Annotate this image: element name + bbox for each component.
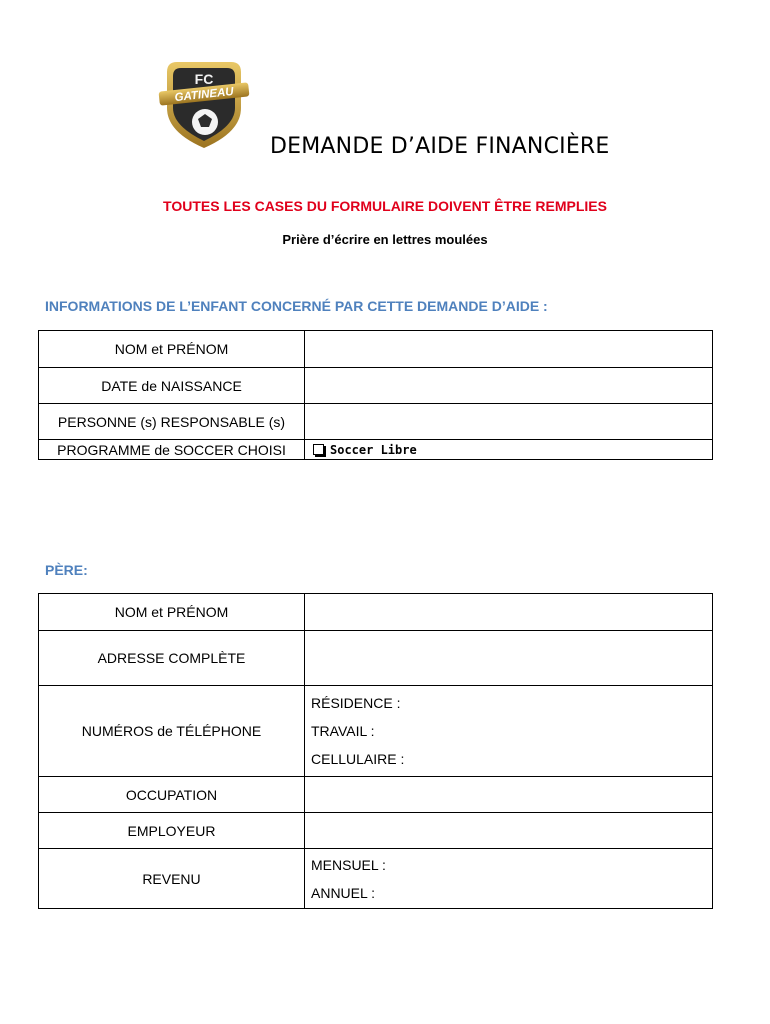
child-birthdate-field[interactable] <box>305 368 713 404</box>
child-info-table <box>38 330 713 460</box>
father-section-heading: PÈRE: <box>45 562 88 578</box>
program-option-label: Soccer Libre <box>330 442 417 457</box>
table-row <box>39 813 713 849</box>
table-row <box>39 777 713 813</box>
child-guardian-field[interactable] <box>305 404 713 440</box>
child-program-field <box>305 440 713 460</box>
father-info-table <box>38 593 713 909</box>
table-row <box>39 849 713 909</box>
phone-residence-field[interactable]: RÉSIDENCE : <box>311 695 401 711</box>
child-name-field[interactable] <box>305 331 713 368</box>
table-row <box>39 331 713 368</box>
table-row <box>39 594 713 631</box>
father-phones-label: NUMÉROS de TÉLÉPHONE <box>39 686 305 777</box>
father-address-field[interactable] <box>305 631 713 686</box>
father-income-label: REVENU <box>39 849 305 909</box>
income-monthly-field[interactable]: MENSUEL : <box>311 856 386 873</box>
father-occupation-field[interactable] <box>305 777 713 813</box>
father-address-label: ADRESSE COMPLÈTE <box>39 631 305 686</box>
father-name-field[interactable] <box>305 594 713 631</box>
father-occupation-label: OCCUPATION <box>39 777 305 813</box>
table-row <box>39 631 713 686</box>
phone-work-field[interactable]: TRAVAIL : <box>311 723 375 739</box>
table-row <box>39 686 713 777</box>
fc-gatineau-logo <box>157 56 251 150</box>
svg-text:GATINEAU: GATINEAU <box>174 85 235 105</box>
father-income-field <box>305 849 713 909</box>
child-name-label: NOM et PRÉNOM <box>39 331 305 368</box>
child-guardian-label: PERSONNE (s) RESPONSABLE (s) <box>39 404 305 440</box>
form-title: DEMANDE D’AIDE FINANCIÈRE <box>270 134 610 159</box>
warning-text: TOUTES LES CASES DU FORMULAIRE DOIVENT ÊTRE REMPLIES <box>163 198 607 214</box>
table-row <box>39 440 713 460</box>
table-row <box>39 404 713 440</box>
svg-text:FC: FC <box>194 71 214 87</box>
father-employer-field[interactable] <box>305 813 713 849</box>
instruction-text: Prière d’écrire en lettres moulées <box>282 232 488 247</box>
table-row <box>39 368 713 404</box>
program-option-soccer-libre[interactable] <box>311 443 712 457</box>
father-name-label: NOM et PRÉNOM <box>39 594 305 631</box>
child-birthdate-label: DATE de NAISSANCE <box>39 368 305 404</box>
father-employer-label: EMPLOYEUR <box>39 813 305 849</box>
income-annual-field[interactable]: ANNUEL : <box>311 884 376 901</box>
child-program-label: PROGRAMME de SOCCER CHOISI <box>39 440 305 460</box>
child-section-heading: INFORMATIONS DE L’ENFANT CONCERNÉ PAR CETTE DEMANDE D’AIDE : <box>45 298 548 314</box>
father-phones-field <box>305 686 713 777</box>
checkbox-icon[interactable] <box>313 444 324 455</box>
phone-cell-field[interactable]: CELLULAIRE : <box>311 751 405 767</box>
